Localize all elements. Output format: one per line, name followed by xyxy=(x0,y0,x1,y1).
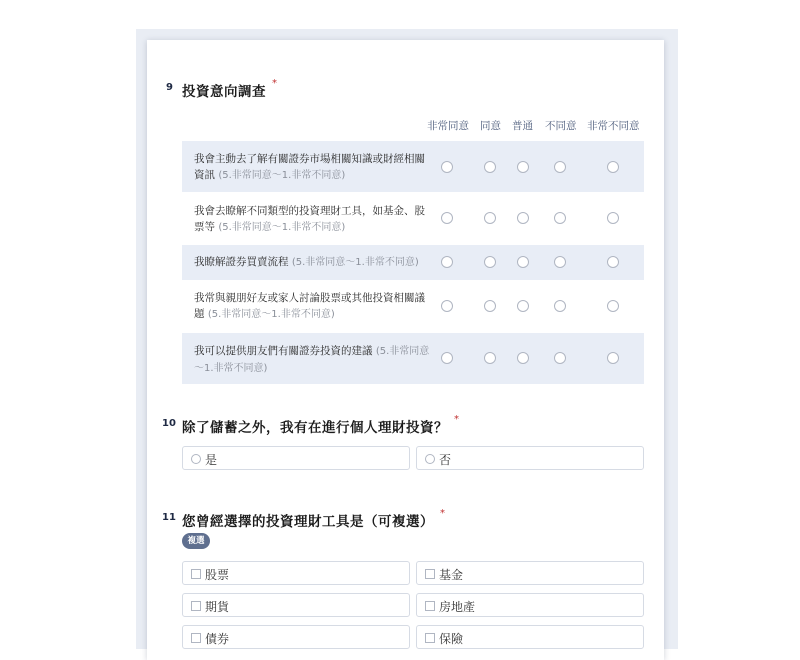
checkbox-icon xyxy=(191,633,201,643)
matrix-row xyxy=(182,141,644,192)
radio-button[interactable] xyxy=(484,300,496,312)
row-hint: (5.非常同意～1.非常不同意) xyxy=(291,257,419,268)
radio-button[interactable] xyxy=(517,256,529,268)
checkbox-icon xyxy=(191,601,201,611)
row-statement: 我瞭解證券買賣流程 xyxy=(194,256,289,268)
option-label: 股票 xyxy=(205,568,230,582)
column-header: 不同意 xyxy=(545,120,577,132)
option-label: 債券 xyxy=(205,632,230,646)
question-title-text: 投資意向調查 xyxy=(182,84,266,100)
option-label: 否 xyxy=(439,453,452,467)
question-title xyxy=(182,510,446,530)
checkbox-icon xyxy=(425,633,435,643)
option-label: 期貨 xyxy=(205,600,230,614)
multi-select-badge: 複選 xyxy=(182,533,210,549)
radio-button[interactable] xyxy=(554,161,566,173)
matrix-row xyxy=(182,281,644,332)
radio-button[interactable] xyxy=(484,161,496,173)
radio-button[interactable] xyxy=(441,352,453,364)
required-mark: * xyxy=(440,508,446,519)
checkbox-option-futures[interactable] xyxy=(182,593,410,617)
matrix-row xyxy=(182,245,644,280)
question-number: 11 xyxy=(162,512,176,523)
radio-button[interactable] xyxy=(607,300,619,312)
radio-button[interactable] xyxy=(441,212,453,224)
matrix-row xyxy=(182,193,644,244)
radio-option-no[interactable] xyxy=(416,446,644,470)
checkbox-option-funds[interactable] xyxy=(416,561,644,585)
radio-button[interactable] xyxy=(607,352,619,364)
radio-circle-icon xyxy=(191,454,201,464)
radio-button[interactable] xyxy=(607,256,619,268)
row-statement: 我常與親朋好友或家人討論股票或其他投資相關議題 xyxy=(194,292,425,320)
column-header: 非常不同意 xyxy=(587,120,640,132)
radio-button[interactable] xyxy=(607,161,619,173)
matrix-row-label xyxy=(194,343,434,377)
checkbox-option-insurance[interactable] xyxy=(416,625,644,649)
row-hint: (5.非常同意～1.非常不同意) xyxy=(218,170,346,181)
radio-button[interactable] xyxy=(554,352,566,364)
radio-circle-icon xyxy=(425,454,435,464)
radio-button[interactable] xyxy=(517,161,529,173)
row-hint: (5.非常同意～1.非常不同意) xyxy=(207,309,335,320)
matrix-row-label xyxy=(194,254,444,271)
question-title xyxy=(182,416,460,436)
radio-button[interactable] xyxy=(517,300,529,312)
radio-button[interactable] xyxy=(554,256,566,268)
row-statement: 我可以提供朋友們有關證券投資的建議 xyxy=(194,345,373,357)
matrix-row-label xyxy=(194,203,434,236)
row-hint: (5.非常同意～1.非常不同意) xyxy=(194,346,430,374)
required-mark: * xyxy=(454,414,460,425)
checkbox-option-stocks[interactable] xyxy=(182,561,410,585)
matrix-row xyxy=(182,333,644,384)
checkbox-icon xyxy=(425,569,435,579)
option-label: 是 xyxy=(205,453,218,467)
question-number: 9 xyxy=(166,82,173,93)
radio-button[interactable] xyxy=(484,256,496,268)
radio-button[interactable] xyxy=(554,212,566,224)
question-title-text: 除了儲蓄之外，我有在進行個人理財投資？ xyxy=(182,420,448,436)
column-header: 非常同意 xyxy=(427,120,469,132)
question-title-text: 您曾經選擇的投資理財工具是（可複選） xyxy=(182,514,434,530)
column-header: 同意 xyxy=(480,120,501,132)
checkbox-option-bonds[interactable] xyxy=(182,625,410,649)
question-title xyxy=(182,80,278,100)
matrix-row-label xyxy=(194,290,434,323)
row-statement: 我會主動去了解有關證券市場相關知識或財經相關資訊 xyxy=(194,153,425,181)
checkbox-icon xyxy=(425,601,435,611)
radio-button[interactable] xyxy=(607,212,619,224)
row-hint: (5.非常同意～1.非常不同意) xyxy=(218,222,346,233)
option-label: 房地產 xyxy=(439,600,476,614)
radio-button[interactable] xyxy=(484,352,496,364)
radio-button[interactable] xyxy=(554,300,566,312)
radio-button[interactable] xyxy=(517,212,529,224)
radio-button[interactable] xyxy=(441,161,453,173)
column-header: 普通 xyxy=(512,120,533,132)
required-mark: * xyxy=(272,78,278,89)
radio-button[interactable] xyxy=(517,352,529,364)
radio-button[interactable] xyxy=(441,300,453,312)
radio-button[interactable] xyxy=(441,256,453,268)
matrix-row-label xyxy=(194,151,434,184)
question-number: 10 xyxy=(162,418,176,429)
row-statement: 我會去瞭解不同類型的投資理財工具，如基金、股票等 xyxy=(194,205,425,233)
checkbox-option-real-estate[interactable] xyxy=(416,593,644,617)
option-label: 保險 xyxy=(439,632,464,646)
option-label: 基金 xyxy=(439,568,464,582)
radio-button[interactable] xyxy=(484,212,496,224)
radio-option-yes[interactable] xyxy=(182,446,410,470)
checkbox-icon xyxy=(191,569,201,579)
